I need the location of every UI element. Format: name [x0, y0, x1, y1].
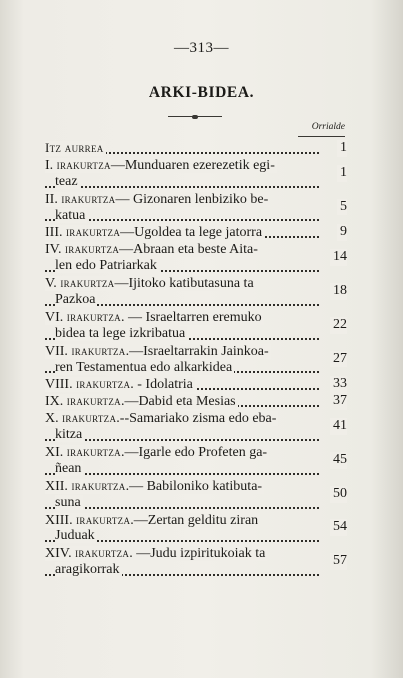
toc-entry: [45, 343, 347, 377]
toc-entry-text: [45, 242, 260, 257]
toc-entry: [45, 241, 347, 275]
toc-entry: [45, 444, 347, 478]
toc-entry-title: —Ijitoko katibutasuna ta: [114, 276, 254, 292]
toc-entry-title: kitza: [55, 427, 83, 443]
toc-entry: [45, 224, 347, 241]
toc-entry-number: XI.: [45, 445, 64, 461]
toc-entry-text: [45, 479, 264, 494]
toc-entry-label: irakurtza: [76, 376, 131, 392]
toc-entry-label: irakurtza: [66, 393, 121, 409]
toc-entry-number: II.: [45, 191, 58, 207]
toc-entry: [45, 478, 347, 512]
toc-entry-number: V.: [45, 276, 57, 292]
toc-entry-number: XII.: [45, 478, 68, 494]
toc-entry-number: VII.: [45, 343, 68, 359]
toc-page-number: 1: [337, 165, 347, 182]
toc-entry-number: VI.: [45, 309, 64, 325]
toc-line: [45, 191, 347, 208]
toc-entry: [45, 512, 347, 546]
toc-entry-text: [45, 141, 106, 156]
toc-line: [45, 393, 347, 410]
toc-page-number: 5: [337, 199, 347, 216]
toc-entry-title: ren Testamentua edo alkarkidea: [55, 359, 233, 375]
toc-entry: [45, 376, 347, 393]
toc-line: [45, 545, 347, 562]
toc-entry-title: .—Igarle edo Profeten ga-: [120, 445, 268, 461]
toc-entry-text: [45, 310, 264, 325]
toc-entry: [45, 275, 347, 309]
toc-entry-title: — Gizonaren lenbiziko be-: [115, 191, 269, 207]
title-divider: [168, 116, 222, 117]
toc-entry-text: [55, 427, 84, 442]
dot-leader: [45, 186, 319, 188]
toc-entry-title: .—Israeltarrakin Jainkoa-: [125, 343, 269, 359]
page-number: —313—: [174, 40, 229, 56]
toc-entry-text: [55, 258, 159, 273]
toc-entry-number: Itz aurrea: [45, 140, 104, 155]
toc-entry-number: X.: [45, 411, 59, 427]
toc-entry-text: [45, 377, 195, 392]
toc-entry-title: Juduak: [55, 528, 95, 544]
toc-entry-title: katua: [55, 207, 86, 223]
toc-entry-text: [55, 208, 87, 223]
toc-entry-number: XIV.: [45, 546, 72, 562]
toc-entry-text: [55, 562, 122, 577]
toc-line: [45, 478, 347, 495]
toc-entry: [45, 309, 347, 343]
toc-page-number: 41: [330, 418, 347, 435]
toc-entry-title: .— Babiloniko katibuta-: [125, 478, 263, 494]
toc-entry-text: [55, 292, 97, 307]
dot-leader: [45, 507, 319, 509]
toc-entry-title: —Ugoldea ta lege jatorra: [120, 225, 263, 241]
toc-entry: [45, 191, 347, 225]
toc-page-number: 14: [330, 249, 347, 266]
toc-line: [45, 140, 347, 157]
toc-entry-number: IX.: [45, 394, 64, 410]
toc-entry-text: [45, 225, 264, 240]
toc-entry-text: [45, 411, 278, 426]
toc-entry: [45, 393, 347, 410]
toc-entry-number: I.: [45, 157, 54, 173]
toc-entry-text: [45, 276, 256, 291]
toc-entry-label: irakurtza: [71, 477, 126, 493]
toc-page-number: 27: [330, 351, 347, 368]
toc-entry-text: [55, 461, 83, 476]
toc-line: [45, 241, 347, 258]
toc-entry-text: [45, 344, 271, 359]
toc-entry-label: irakurtza: [66, 308, 121, 324]
toc-line: [45, 376, 347, 393]
toc-entry-label: irakurtza: [56, 156, 111, 172]
toc-entry: [45, 410, 347, 444]
toc-entry-text: [55, 495, 83, 510]
dot-leader: [45, 439, 319, 441]
toc-entry-label: irakurtza: [66, 224, 121, 240]
toc-entry: [45, 140, 347, 157]
toc-entry-title: len edo Patriarkak: [55, 258, 157, 274]
toc-entry-number: XIII.: [45, 512, 73, 528]
toc-entry-label: irakurtza: [71, 342, 126, 358]
toc-entry-text: [45, 158, 277, 173]
toc-entry-label: irakurtza: [61, 190, 116, 206]
toc-page-number: 57: [330, 553, 347, 570]
toc-page-number: 54: [330, 519, 347, 536]
toc-entry-title: .—Zertan gelditu ziran: [130, 512, 259, 528]
toc-page-number: 50: [330, 486, 347, 503]
toc-entry-text: [55, 174, 80, 189]
toc-page-number: 37: [330, 393, 347, 410]
toc-entry-label: irakurtza: [60, 275, 115, 291]
column-header-rule: [298, 136, 345, 137]
toc-entry: [45, 545, 347, 579]
toc-page-number: 22: [330, 317, 347, 334]
toc-page-number: 45: [330, 452, 347, 469]
toc-entry-number: III.: [45, 225, 63, 241]
toc-line: [45, 275, 347, 292]
toc-entry-text: [45, 394, 238, 409]
toc-page-number: 33: [330, 376, 347, 393]
toc-line: [45, 309, 347, 326]
toc-entry-text: [45, 513, 260, 528]
toc-entry-title: teaz: [55, 173, 78, 189]
toc-entry-title: .--Samariako zisma edo eba-: [116, 411, 277, 427]
toc-entry-text: [55, 528, 97, 543]
column-header: Orrialde: [311, 122, 345, 132]
toc-line: [45, 512, 347, 529]
toc-line: [45, 343, 347, 360]
toc-entry-number: VIII.: [45, 377, 73, 393]
toc-entry-label: irakurtza: [76, 511, 131, 527]
toc-entry-title: suna: [55, 494, 81, 510]
toc-entry-title: —Munduaren ezerezetik egi-: [110, 157, 275, 173]
toc-entry-text: [45, 546, 267, 561]
toc-page-number: 18: [330, 283, 347, 300]
toc-entry-label: irakurtza: [62, 410, 117, 426]
toc-entry-title: ñean: [55, 460, 82, 476]
toc-entry-title: . - Idolatria: [130, 377, 193, 393]
toc-entry-title: bidea ta lege izkribatua: [55, 325, 186, 341]
toc-line: [45, 410, 347, 427]
page-title: ARKI-BIDEA.: [148, 84, 255, 101]
toc-line: [45, 224, 347, 241]
toc-entry-title: . —Judu izpiritukoiak ta: [129, 546, 266, 562]
toc-entry-text: [55, 326, 187, 341]
toc-entry-label: irakurtza: [66, 444, 121, 460]
toc-entry-title: . — Israeltarren eremuko: [120, 309, 262, 325]
toc-entry-number: IV.: [45, 242, 62, 258]
toc-entry-text: [55, 360, 234, 375]
toc-page-number: 1: [337, 140, 347, 157]
toc-entry-label: irakurtza: [75, 545, 130, 561]
toc-line: [45, 157, 347, 174]
dot-leader: [45, 473, 319, 475]
toc-entry-title: —Abraan eta beste Aita-: [119, 242, 258, 258]
toc-entry: [45, 157, 347, 191]
table-of-contents: [45, 140, 347, 579]
toc-entry-title: Pazkoa: [55, 292, 96, 308]
toc-entry-text: [45, 192, 270, 207]
toc-line: [45, 444, 347, 461]
toc-entry-title: .—Dabid eta Mesias: [120, 394, 236, 410]
toc-page-number: 9: [337, 224, 347, 241]
toc-entry-label: irakurtza: [64, 241, 120, 257]
toc-entry-text: [45, 445, 269, 460]
toc-entry-title: aragikorrak: [55, 562, 120, 578]
